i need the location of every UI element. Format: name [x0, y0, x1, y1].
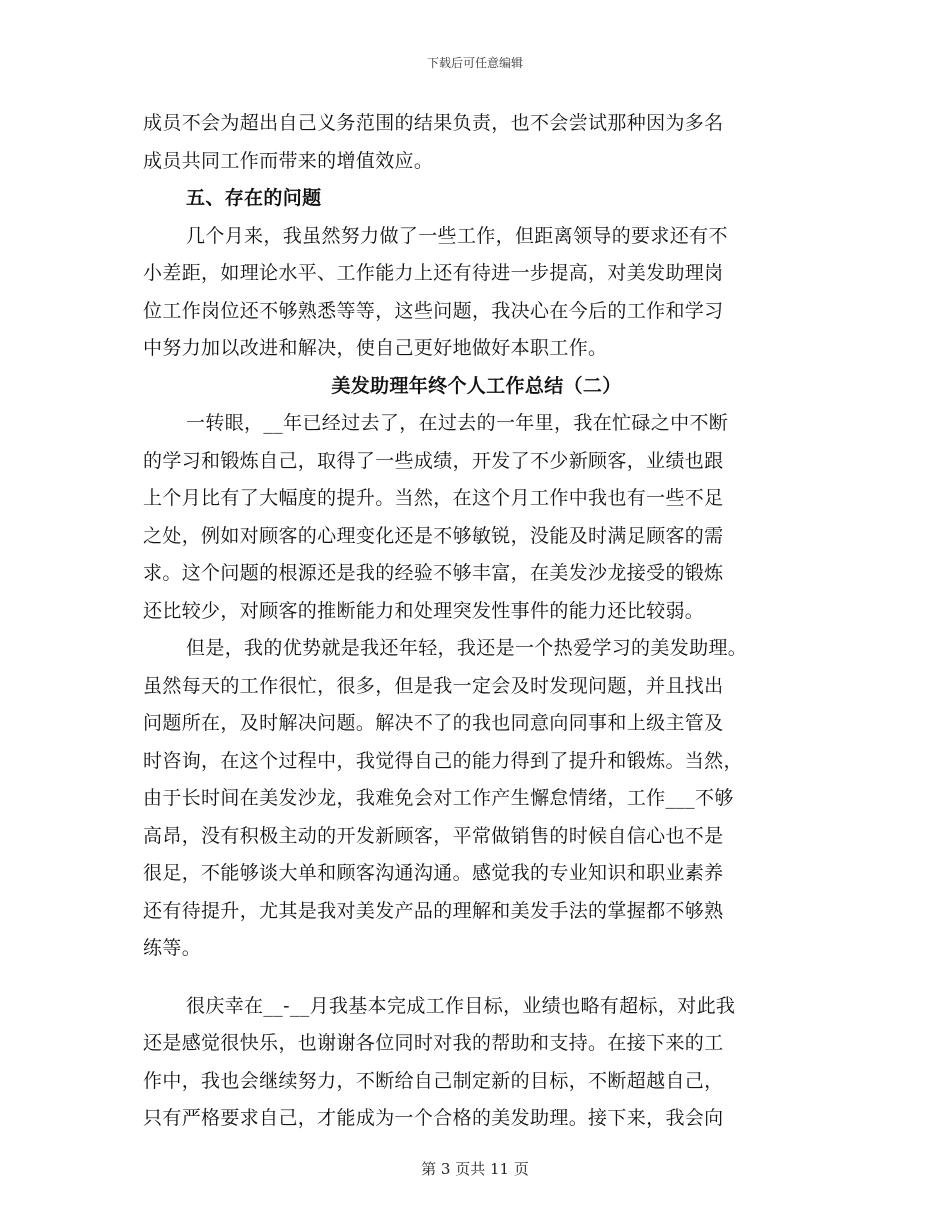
paragraph-line: 成员共同工作而带来的增值效应。 [143, 149, 434, 172]
paragraph-line: 小差距，如理论水平、工作能力上还有待进一步提高，对美发助理岗 [143, 262, 724, 284]
paragraph-line: 位工作岗位还不够熟悉等等，这些问题，我决心在今后的工作和学习 [143, 299, 724, 322]
paragraph-line: 很足，不能够谈大单和顾客沟通沟通。感觉我的专业知识和职业素养 [143, 862, 724, 884]
paragraph-line: 问题所在，及时解决问题。解决不了的我也同意向同事和上级主管及 [143, 712, 724, 734]
paragraph-line: 但是，我的优势就是我还年轻，我还是一个热爱学习的美发助理。 [186, 637, 748, 659]
paragraph-line: 只有严格要求自己，才能成为一个合格的美发助理。接下来，我会向 [143, 1107, 724, 1129]
paragraph-line: 之处，例如对顾客的心理变化还是不够敏锐，没能及时满足顾客的需 [143, 524, 724, 547]
section-heading: 五、存在的问题 [186, 187, 322, 209]
document-title: 美发助理年终个人工作总结（二） [331, 374, 622, 397]
paragraph-gap [143, 968, 810, 988]
paragraph-line: 成员不会为超出自己义务范围的结果负责，也不会尝试那种因为多名 [143, 112, 724, 134]
paragraph-line: 虽然每天的工作很忙，很多，但是我一定会及时发现问题，并且找出 [143, 674, 724, 697]
paragraph-line: 中努力加以改进和解决，使自己更好地做好本职工作。 [143, 337, 608, 359]
paragraph-line: 还比较少，对顾客的推断能力和处理突发性事件的能力还比较弱。 [143, 599, 705, 622]
paragraph-line: 的学习和锻炼自己，取得了一些成绩，开发了不少新顾客，业绩也跟 [143, 449, 724, 472]
page-footer: 第 3 页共 11 页 [421, 1160, 529, 1178]
paragraph-line: 很庆幸在__-__月我基本完成工作目标，业绩也略有超标，对此我 [186, 994, 736, 1017]
paragraph-line: 练等。 [143, 937, 202, 959]
paragraph-line: 一转眼，__年已经过去了，在过去的一年里，我在忙碌之中不断 [186, 412, 729, 434]
paragraph-line: 还是感觉很快乐，也谢谢各位同时对我的帮助和支持。在接下来的工 [143, 1032, 724, 1054]
paragraph-line: 上个月比有了大幅度的提升。当然，在这个月工作中我也有一些不足 [143, 487, 724, 509]
paragraph-line: 求。这个问题的根源还是我的经验不够丰富，在美发沙龙接受的锻炼 [143, 562, 724, 584]
paragraph-line: 作中，我也会继续努力，不断给自己制定新的目标，不断超越自己， [143, 1069, 724, 1092]
paragraph-line: 几个月来，我虽然努力做了一些工作，但距离领导的要求还有不 [186, 224, 728, 247]
paragraph-line: 还有待提升，尤其是我对美发产品的理解和美发手法的掌握都不够熟 [143, 899, 724, 922]
paragraph-line: 由于长时间在美发沙龙，我难免会对工作产生懈怠情绪，工作___不够 [143, 787, 734, 809]
paragraph-line: 时咨询，在这个过程中，我觉得自己的能力得到了提升和锻炼。当然， [143, 749, 743, 772]
page-header: 下载后可任意编辑 [426, 56, 523, 70]
paragraph-line: 高昂，没有积极主动的开发新顾客，平常做销售的时候自信心也不是 [143, 824, 724, 847]
document-body [143, 105, 810, 1138]
